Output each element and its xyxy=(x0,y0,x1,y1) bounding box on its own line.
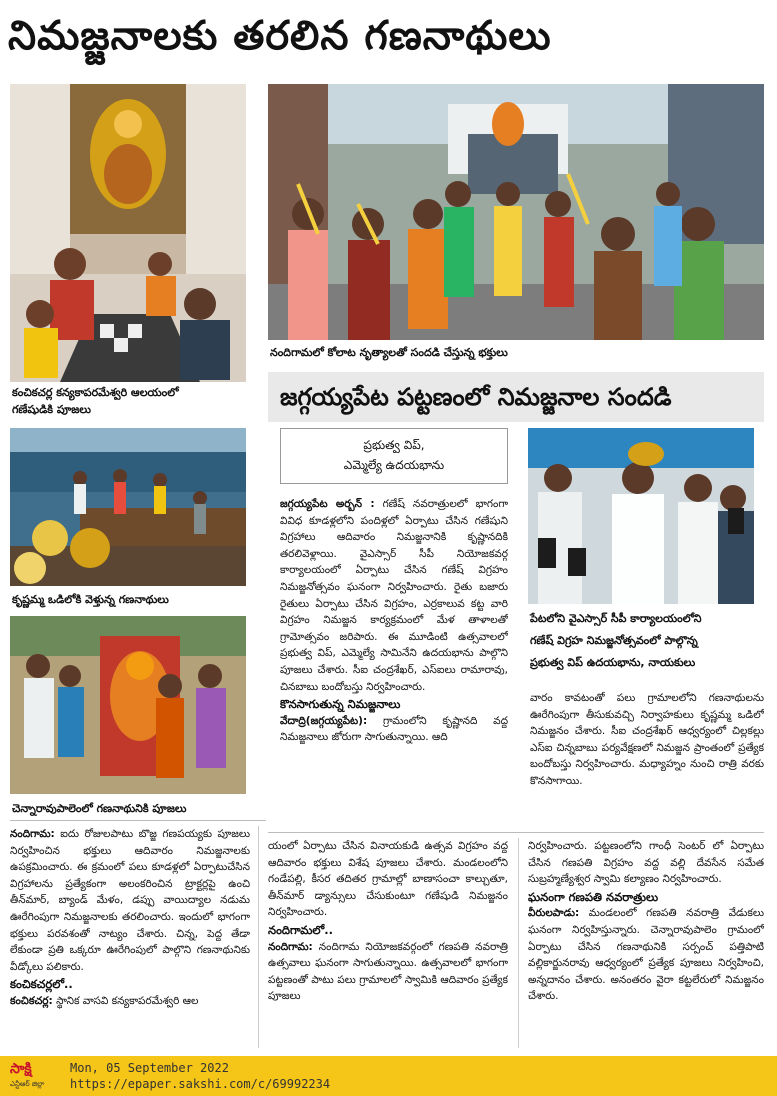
section-subheadline: జగ్గయ్యపేట పట్టణంలో నిమజ్జనాల సందడి xyxy=(280,383,672,411)
dateline-vedadri: వేదాద్రి(జగ్గయ్యపేట): xyxy=(280,714,368,727)
bottom-col-2-para-2-text: నందిగామ నియోజకవర్గంలో గణపతి నవరాత్రి ఉత్సవాలు ఘనంగా సాగుతున్నాయి. ఉత్సవాలలో భాగంగా పట్టణంతో పాటు పలు గ్రామాలలో స్వామికి ఆదివారం ప్రత్యేక పూజలు xyxy=(268,940,508,1003)
photo-temple-caption-1: కంచికచర్ల కన్యకాపరమేశ్వరి ఆలయంలో xyxy=(12,386,179,399)
bottom-col-2-para-1: యంలో ఏర్పాటు చేసిన వినాయకుడి ఉత్సవ విగ్రహం వద్ద ఆదివారం భక్తులు విశేష పూజలు చేశారు. మండలంలోని గండేపల్లి, కీసర తదితర గ్రామాల్లో బాణాసంచా కాల్చుతూ, తీన్‌మార్ డ్యాన్సులు చేసుకుంటూ గణేషుడి నిమజ్జనం నిర్వహించారు. xyxy=(268,840,508,919)
photo-mla-office xyxy=(528,428,754,604)
dateline-nandigama-2: నందిగామ: xyxy=(268,940,313,953)
dateline-jaggayyapeta: జగ్గయ్యపేట అర్బన్ : xyxy=(280,498,375,510)
divider-left xyxy=(10,820,266,821)
dateline-kanchikacherla: కంచికచర్ల: xyxy=(10,994,53,1007)
footer-url[interactable]: https://epaper.sakshi.com/c/69992234 xyxy=(70,1077,331,1091)
article-bottom-col-1 xyxy=(10,826,250,1052)
photo-mla-caption-3: ప్రభుత్వ విప్ ఉదయభాను, నాయకులు xyxy=(530,656,696,669)
logo-brand: సాక్షి xyxy=(10,1061,32,1077)
bottom-col-1-para-2 xyxy=(10,993,250,1010)
pull-quote-line-2: ఎమ్మెల్యే ఉదయభాను xyxy=(343,458,445,472)
photo-kolatam-caption: నందిగామలో కోలాట నృత్యాలతో సందడి చేస్తున్న భక్తులు xyxy=(270,346,508,359)
column-rule-2 xyxy=(518,838,519,1048)
photo-river-immersion xyxy=(10,428,246,586)
sakshi-logo xyxy=(10,1060,62,1092)
column-rule-1 xyxy=(258,826,259,1048)
divider-right xyxy=(268,832,764,833)
article-bottom-col-2 xyxy=(268,838,508,1052)
bottom-col-1-para-2-text: స్థానిక వాసవి కన్యకాపరమేశ్వరి ఆల xyxy=(56,994,199,1007)
pull-quote xyxy=(280,428,508,484)
article-right-para: వారం కావటంతో పలు గ్రామాలలోని గణనాథులను ఊరేగింపుగా తీసుకువచ్చి నిర్వాహకులు కృష్ణమ్మ ఒడిలో నిమజ్జనం చేశారు. సీఐ చంద్రశేఖర్ ఆధ్వర్యంలో చిల్లకల్లు ఎస్ఐ చిన్నబాబు పర్యవేక్షణలో నిమజ్జన ప్రాంతంలో ప్రత్యేక బందోబస్తు నిర్వహించారు. మధ్యాహ్నం నుంచి రాత్రి వరకు కొనసాగాయి. xyxy=(530,692,764,787)
bottom-col-2-para-2 xyxy=(268,939,508,1005)
photo-temple-puja xyxy=(10,84,246,382)
article-bottom-col-3 xyxy=(528,838,764,1052)
bottom-col-3-para-2-text: మండలంలో గణపతి నవరాత్రి వేడుకలు ఘనంగా నిర్వహిస్తున్నారు. చెన్నారావుపాలెం గ్రామంలో ఏర్పాటు చేసిన గణనాథునికి సర్పంచ్ పత్తిపాటి వల్లికార్జునరావు ఆధ్వర్యంలో ప్రత్యేక పూజలు నిర్వహించి, అన్నదానం చేశారు. అనంతరం వైరా కట్టలేరులో నిమజ్జనం చేశారు. xyxy=(528,907,764,1003)
dateline-nandigama: నందిగామ: xyxy=(10,828,55,840)
bottom-col-3-para-1: నిర్వహించారు. పట్టణంలోని గాంధీ సెంటర్ లో ఏర్పాటు చేసిన గణపతి విగ్రహం వద్ద వల్లి దేవసేన సమేత సుబ్రహ్మణ్యేశ్వర స్వామి కల్యాణం నిర్వహించారు. xyxy=(528,840,764,886)
photo-mla-caption-2: గణేష్ విగ్రహ నిమజ్జనోత్సవంలో పాల్గొన్న xyxy=(530,634,698,647)
subhead-ganapati-navaratrulu: ఘనంగా గణపతి నవరాత్రులు xyxy=(528,889,659,904)
footer-date: Mon, 05 September 2022 xyxy=(70,1061,229,1075)
photo-chennaraopalem-puja xyxy=(10,616,246,794)
dateline-veerulapadu: వీరులపాడు: xyxy=(528,907,580,920)
logo-district: ఎన్టీఆర్ జిల్లా xyxy=(10,1080,45,1088)
article-center-para-1 xyxy=(280,496,508,695)
bottom-col-3-para-2 xyxy=(528,905,764,1005)
article-center-para-2-text: గ్రామంలోని కృష్ణానది వద్ద నిమజ్జనాలు జోరుగా సాగుతున్నాయి. ఆది xyxy=(280,714,508,744)
subhead-kanchikacherla: కంచికచర్లలో.. xyxy=(10,977,73,992)
photo-river-caption: కృష్ణమ్మ ఒడిలోకి వెళ్తున్న గణనాథులు xyxy=(12,593,169,606)
subhead-nandigama: నందిగామలో.. xyxy=(268,922,333,937)
article-right-column xyxy=(530,690,764,824)
subhead-continuing-immersions: కొనసాగుతున్న నిమజ్జనాలు xyxy=(280,697,401,712)
article-center-column xyxy=(280,496,508,828)
bottom-col-1-para-1-text: ఐదు రోజులపాటు బొజ్జ గణపయ్యకు పూజలు నిర్వహించిన భక్తులు ఆదివారం నిమజ్జనాలకు ఉపక్రమించారు. ఈ క్రమంలో పలు కూడళ్లలో ఏర్పాటుచేసిన విగ్రహాలను ప్రత్యేకంగా అలంకరించిన ట్రాక్టర్లపై ఉంచి తీన్‌మార్, బ్యాండ్ మేళం, డప్పు వాయిద్యాల నడుమ ఊరేగింపుగా నిమజ్జనాలకు తరలించారు. ఇందులో భాగంగా భక్తులు పరవశంతో నాట్యం చేశారు. చిన్న, పెద్ద తేడా లేకుండా ప్రతి ఒక్కరూ ఊరేగింపులో పాల్గొని గణనాథునికు వీడ్కోలు పలికారు. xyxy=(10,828,250,973)
pull-quote-line-1: ప్రభుత్వ విప్, xyxy=(363,438,425,452)
article-center-para-2 xyxy=(280,713,508,746)
photo-kolatam-dance xyxy=(268,84,764,340)
photo-temple-caption-2: గణేషుడికి పూజలు xyxy=(12,403,91,416)
photo-chennaraopalem-caption: చెన్నారావుపాలెంలో గణనాథునికి పూజలు xyxy=(12,802,187,815)
page-headline: నిమజ్జనాలకు తరలిన గణనాథులు xyxy=(8,13,552,59)
article-center-para-1-text: గణేష్ నవరాత్రులలో భాగంగా వివిధ కూడళ్లలోని పందిళ్లలో ఏర్పాటు చేసిన గణేషుని విగ్రహాలు ఆదివారం నిమజ్జనానికి కృష్ణానదికి తరలివెళ్లాయి. వైఎస్సార్ సీపీ నియోజకవర్గ కార్యాలయంలో ఏర్పాటు చేసిన గణేష్ విగ్రహం నిమజ్జనోత్సవం ఘనంగా నిర్వహించారు. రైతు బజారు రైతులు ఏర్పాటు చేసిన విగ్రహం, ఎర్రకాలువ కట్ట వారి విగ్రహం నిమజ్జన కార్యక్రమంలో మేళ తాళాలతో గ్రామోత్సవం జరిపారు. ఈ మూడింటి ఉత్సవాలలో ప్రభుత్వ విప్, ఎమ్మెల్యే సామినేని ఉదయభాను పాల్గొని పూజలు చేశారు. సీఐ చంద్రశేఖర్, ఎస్ఐలు రామారావు, చినబాబు బందోబస్తు నిర్వహించారు. xyxy=(280,498,508,693)
bottom-col-1-para-1 xyxy=(10,826,250,975)
photo-mla-caption-1: పేటలోని వైఎస్సార్ సీపీ కార్యాలయంలోని xyxy=(530,612,702,625)
